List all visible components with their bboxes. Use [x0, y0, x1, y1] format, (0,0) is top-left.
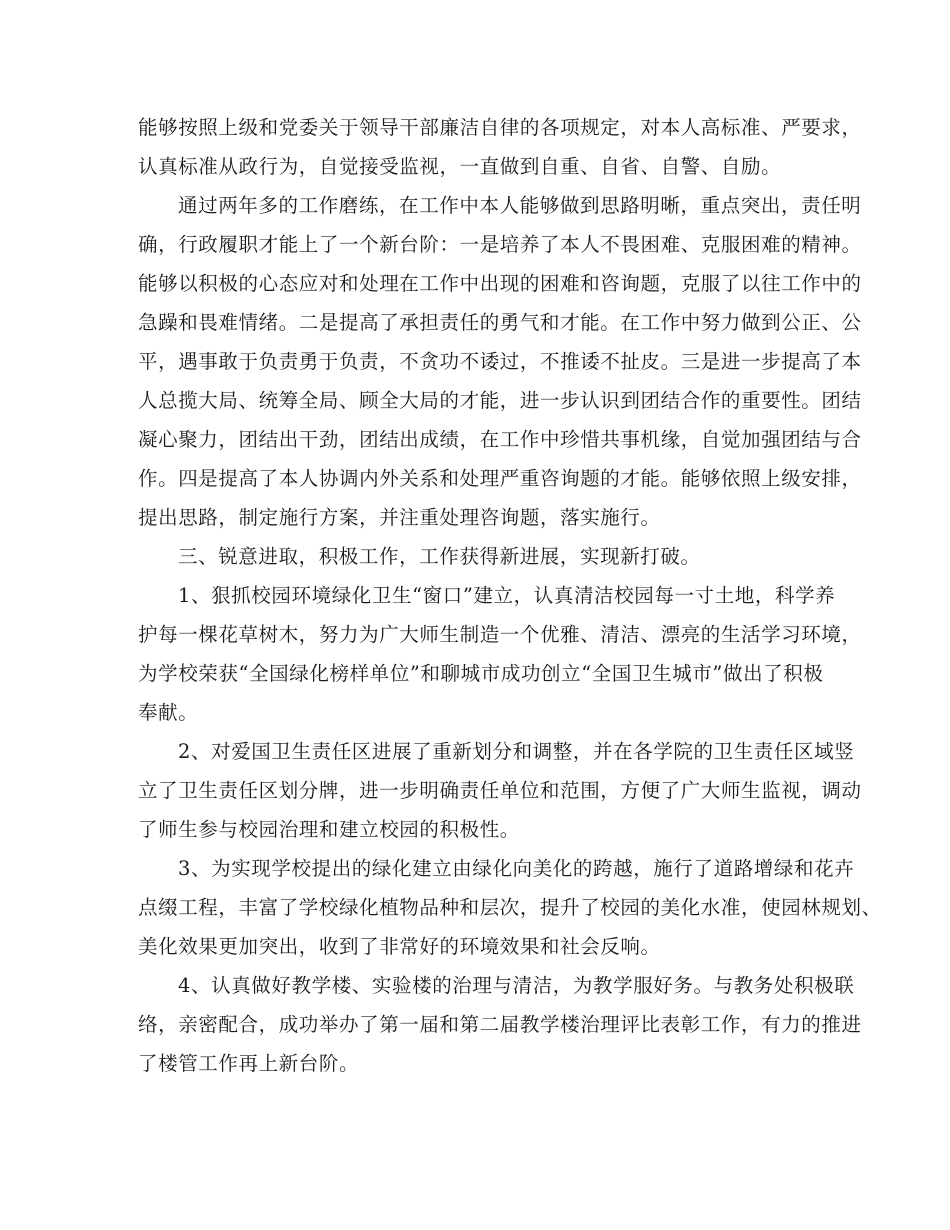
text-line: 确，行政履职才能上了一个新台阶：一是培养了本人不畏困难、克服困难的精神。: [138, 233, 862, 256]
text-line: 了楼管工作再上新台阶。: [138, 1052, 360, 1075]
text-line: 立了卫生责任区划分牌，进一步明确责任单位和范围，方便了广大师生监视，调动: [138, 779, 862, 802]
text-line: 作。四是提高了本人协调内外关系和处理严重咨询题的才能。能够依照上级安排，: [138, 467, 862, 490]
text-line: 点缀工程，丰富了学校绿化植物品种和层次，提升了校园的美化水准，使园林规划、: [138, 896, 882, 919]
text-line: 能够按照上级和党委关于领导干部廉洁自律的各项规定，对本人高标准、严要求，: [138, 116, 862, 139]
text-line: 人总揽大局、统筹全局、顾全大局的才能，进一步认识到团结合作的重要性。团结: [138, 389, 862, 412]
text-line: 平，遇事敢于负责勇于负责，不贪功不诿过，不推诿不扯皮。三是进一步提高了本: [138, 350, 862, 373]
text-line: 3、为实现学校提出的绿化建立由绿化向美化的跨越，施行了道路增绿和花卉: [178, 857, 855, 880]
text-line: 能够以积极的心态应对和处理在工作中出现的困难和咨询题，克服了以往工作中的: [138, 272, 862, 295]
text-line: 络，亲密配合，成功举办了第一届和第二届教学楼治理评比表彰工作，有力的推进: [138, 1013, 862, 1036]
text-line: 提出思路，制定施行方案，并注重处理咨询题，落实施行。: [138, 506, 661, 529]
text-line: 美化效果更加突出，收到了非常好的环境效果和社会反响。: [138, 935, 661, 958]
text-line: 急躁和畏难情绪。二是提高了承担责任的勇气和才能。在工作中努力做到公正、公: [138, 311, 862, 334]
text-line: 通过两年多的工作磨练，在工作中本人能够做到思路明晰，重点突出，责任明: [178, 194, 862, 217]
text-line: 奉献。: [138, 701, 199, 724]
text-line: 1、狠抓校园环境绿化卫生“窗口”建立，认真清洁校园每一寸土地，科学养: [178, 584, 836, 607]
text-line: 凝心聚力，团结出干劲，团结出成绩，在工作中珍惜共事机缘，自觉加强团结与合: [138, 428, 862, 451]
text-line: 4、认真做好教学楼、实验楼的治理与清洁，为教学服好务。与教务处积极联: [178, 974, 855, 997]
text-line: 护每一棵花草树木，努力为广大师生制造一个优雅、清洁、漂亮的生活学习环境，: [138, 623, 862, 646]
text-line: 为学校荣获“全国绿化榜样单位”和聊城市成功创立“全国卫生城市”做出了积极: [138, 662, 824, 685]
text-line: 2、对爱国卫生责任区进展了重新划分和调整，并在各学院的卫生责任区域竖: [178, 740, 855, 763]
section-heading: 三、锐意进取，积极工作，工作获得新进展，实现新打破。: [178, 545, 701, 568]
text-line: 认真标准从政行为，自觉接受监视，一直做到自重、自省、自警、自励。: [138, 155, 782, 178]
text-line: 了师生参与校园治理和建立校园的积极性。: [138, 818, 520, 841]
